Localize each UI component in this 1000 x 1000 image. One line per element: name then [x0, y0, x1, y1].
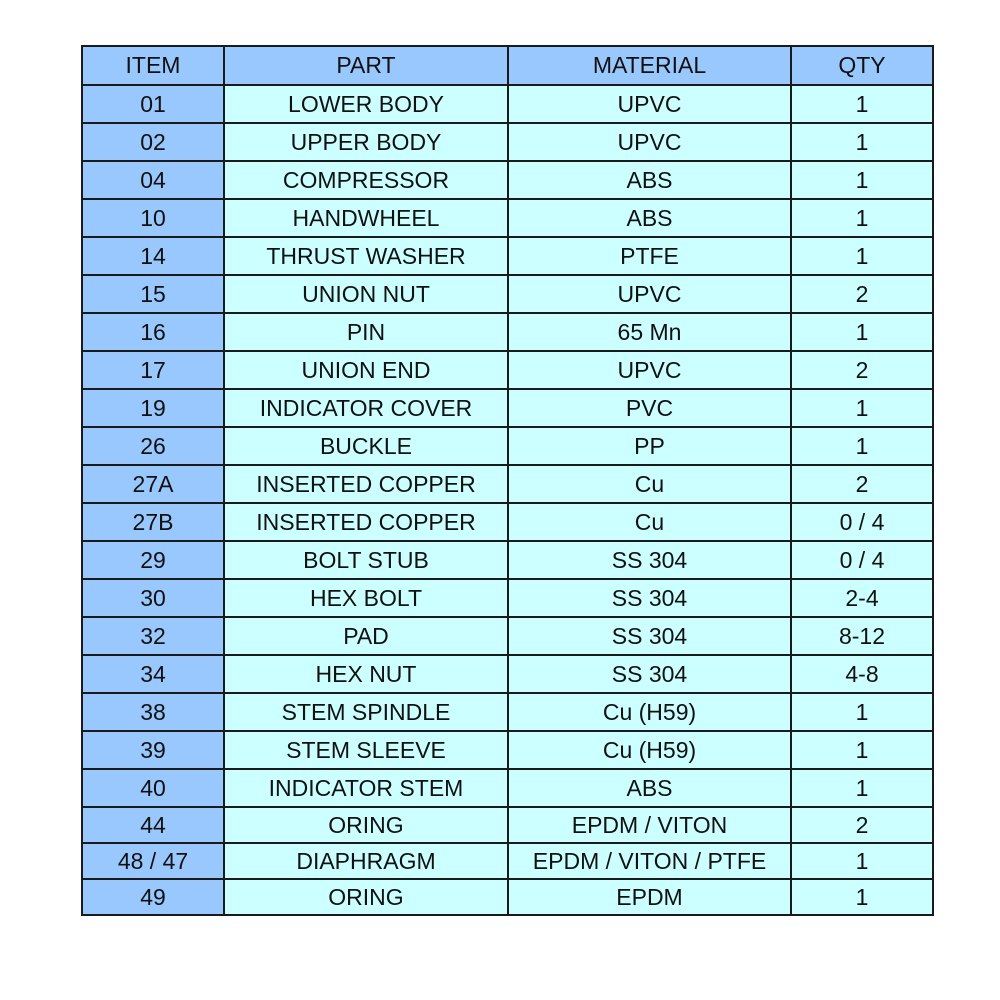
quantity-cell: 1 [791, 769, 933, 807]
quantity-cell: 0 / 4 [791, 541, 933, 579]
part-name-cell: HANDWHEEL [224, 199, 508, 237]
item-number-cell: 19 [82, 389, 224, 427]
material-cell: Cu (H59) [508, 731, 791, 769]
material-cell: ABS [508, 161, 791, 199]
table-row [82, 237, 933, 275]
table-row [82, 199, 933, 237]
table-row [82, 807, 933, 843]
part-name-cell: UNION END [224, 351, 508, 389]
part-name-cell: PIN [224, 313, 508, 351]
table-row [82, 503, 933, 541]
table-row [82, 579, 933, 617]
table-row [82, 85, 933, 123]
quantity-cell: 1 [791, 237, 933, 275]
quantity-cell: 1 [791, 731, 933, 769]
material-cell: SS 304 [508, 655, 791, 693]
material-cell: SS 304 [508, 579, 791, 617]
part-name-cell: BUCKLE [224, 427, 508, 465]
item-number-cell: 34 [82, 655, 224, 693]
material-cell: UPVC [508, 351, 791, 389]
item-number-cell: 14 [82, 237, 224, 275]
quantity-cell: 1 [791, 879, 933, 915]
table-row [82, 351, 933, 389]
part-name-cell: BOLT STUB [224, 541, 508, 579]
item-number-cell: 38 [82, 693, 224, 731]
table-row [82, 123, 933, 161]
parts-list-table [81, 45, 934, 916]
quantity-cell: 2 [791, 465, 933, 503]
table-row [82, 843, 933, 879]
item-number-cell: 27A [82, 465, 224, 503]
quantity-cell: 4-8 [791, 655, 933, 693]
table-row [82, 161, 933, 199]
header-item: ITEM [82, 46, 224, 85]
quantity-cell: 1 [791, 427, 933, 465]
item-number-cell: 44 [82, 807, 224, 843]
table-row [82, 313, 933, 351]
item-number-cell: 15 [82, 275, 224, 313]
item-number-cell: 40 [82, 769, 224, 807]
quantity-cell: 1 [791, 161, 933, 199]
header-part: PART [224, 46, 508, 85]
quantity-cell: 1 [791, 843, 933, 879]
material-cell: EPDM / VITON / PTFE [508, 843, 791, 879]
quantity-cell: 2 [791, 275, 933, 313]
item-number-cell: 01 [82, 85, 224, 123]
quantity-cell: 1 [791, 199, 933, 237]
table-row [82, 617, 933, 655]
part-name-cell: HEX NUT [224, 655, 508, 693]
material-cell: EPDM [508, 879, 791, 915]
material-cell: EPDM / VITON [508, 807, 791, 843]
material-cell: 65 Mn [508, 313, 791, 351]
item-number-cell: 10 [82, 199, 224, 237]
table-row [82, 465, 933, 503]
item-number-cell: 26 [82, 427, 224, 465]
quantity-cell: 1 [791, 85, 933, 123]
material-cell: SS 304 [508, 541, 791, 579]
item-number-cell: 16 [82, 313, 224, 351]
part-name-cell: INDICATOR COVER [224, 389, 508, 427]
table-row [82, 693, 933, 731]
item-number-cell: 04 [82, 161, 224, 199]
header-row [82, 46, 933, 85]
table-row [82, 541, 933, 579]
quantity-cell: 8-12 [791, 617, 933, 655]
table-row [82, 879, 933, 915]
part-name-cell: HEX BOLT [224, 579, 508, 617]
table-row [82, 275, 933, 313]
material-cell: PVC [508, 389, 791, 427]
part-name-cell: INSERTED COPPER [224, 465, 508, 503]
item-number-cell: 27B [82, 503, 224, 541]
quantity-cell: 1 [791, 313, 933, 351]
part-name-cell: STEM SLEEVE [224, 731, 508, 769]
item-number-cell: 49 [82, 879, 224, 915]
part-name-cell: PAD [224, 617, 508, 655]
part-name-cell: ORING [224, 807, 508, 843]
part-name-cell: STEM SPINDLE [224, 693, 508, 731]
parts-table-body [82, 85, 933, 915]
header-qty: QTY [791, 46, 933, 85]
item-number-cell: 32 [82, 617, 224, 655]
table-row [82, 427, 933, 465]
table-row [82, 769, 933, 807]
material-cell: ABS [508, 769, 791, 807]
item-number-cell: 02 [82, 123, 224, 161]
material-cell: Cu [508, 503, 791, 541]
material-cell: PTFE [508, 237, 791, 275]
table-row [82, 655, 933, 693]
part-name-cell: ORING [224, 879, 508, 915]
material-cell: Cu [508, 465, 791, 503]
item-number-cell: 29 [82, 541, 224, 579]
header-material: MATERIAL [508, 46, 791, 85]
part-name-cell: UNION NUT [224, 275, 508, 313]
part-name-cell: COMPRESSOR [224, 161, 508, 199]
material-cell: PP [508, 427, 791, 465]
part-name-cell: DIAPHRAGM [224, 843, 508, 879]
item-number-cell: 30 [82, 579, 224, 617]
item-number-cell: 48 / 47 [82, 843, 224, 879]
quantity-cell: 2 [791, 351, 933, 389]
quantity-cell: 2 [791, 807, 933, 843]
quantity-cell: 1 [791, 389, 933, 427]
quantity-cell: 1 [791, 693, 933, 731]
table-row [82, 389, 933, 427]
item-number-cell: 17 [82, 351, 224, 389]
part-name-cell: INDICATOR STEM [224, 769, 508, 807]
material-cell: UPVC [508, 123, 791, 161]
quantity-cell: 0 / 4 [791, 503, 933, 541]
material-cell: UPVC [508, 275, 791, 313]
table-row [82, 731, 933, 769]
material-cell: Cu (H59) [508, 693, 791, 731]
part-name-cell: UPPER BODY [224, 123, 508, 161]
part-name-cell: THRUST WASHER [224, 237, 508, 275]
part-name-cell: INSERTED COPPER [224, 503, 508, 541]
quantity-cell: 1 [791, 123, 933, 161]
material-cell: ABS [508, 199, 791, 237]
item-number-cell: 39 [82, 731, 224, 769]
material-cell: UPVC [508, 85, 791, 123]
quantity-cell: 2-4 [791, 579, 933, 617]
part-name-cell: LOWER BODY [224, 85, 508, 123]
material-cell: SS 304 [508, 617, 791, 655]
